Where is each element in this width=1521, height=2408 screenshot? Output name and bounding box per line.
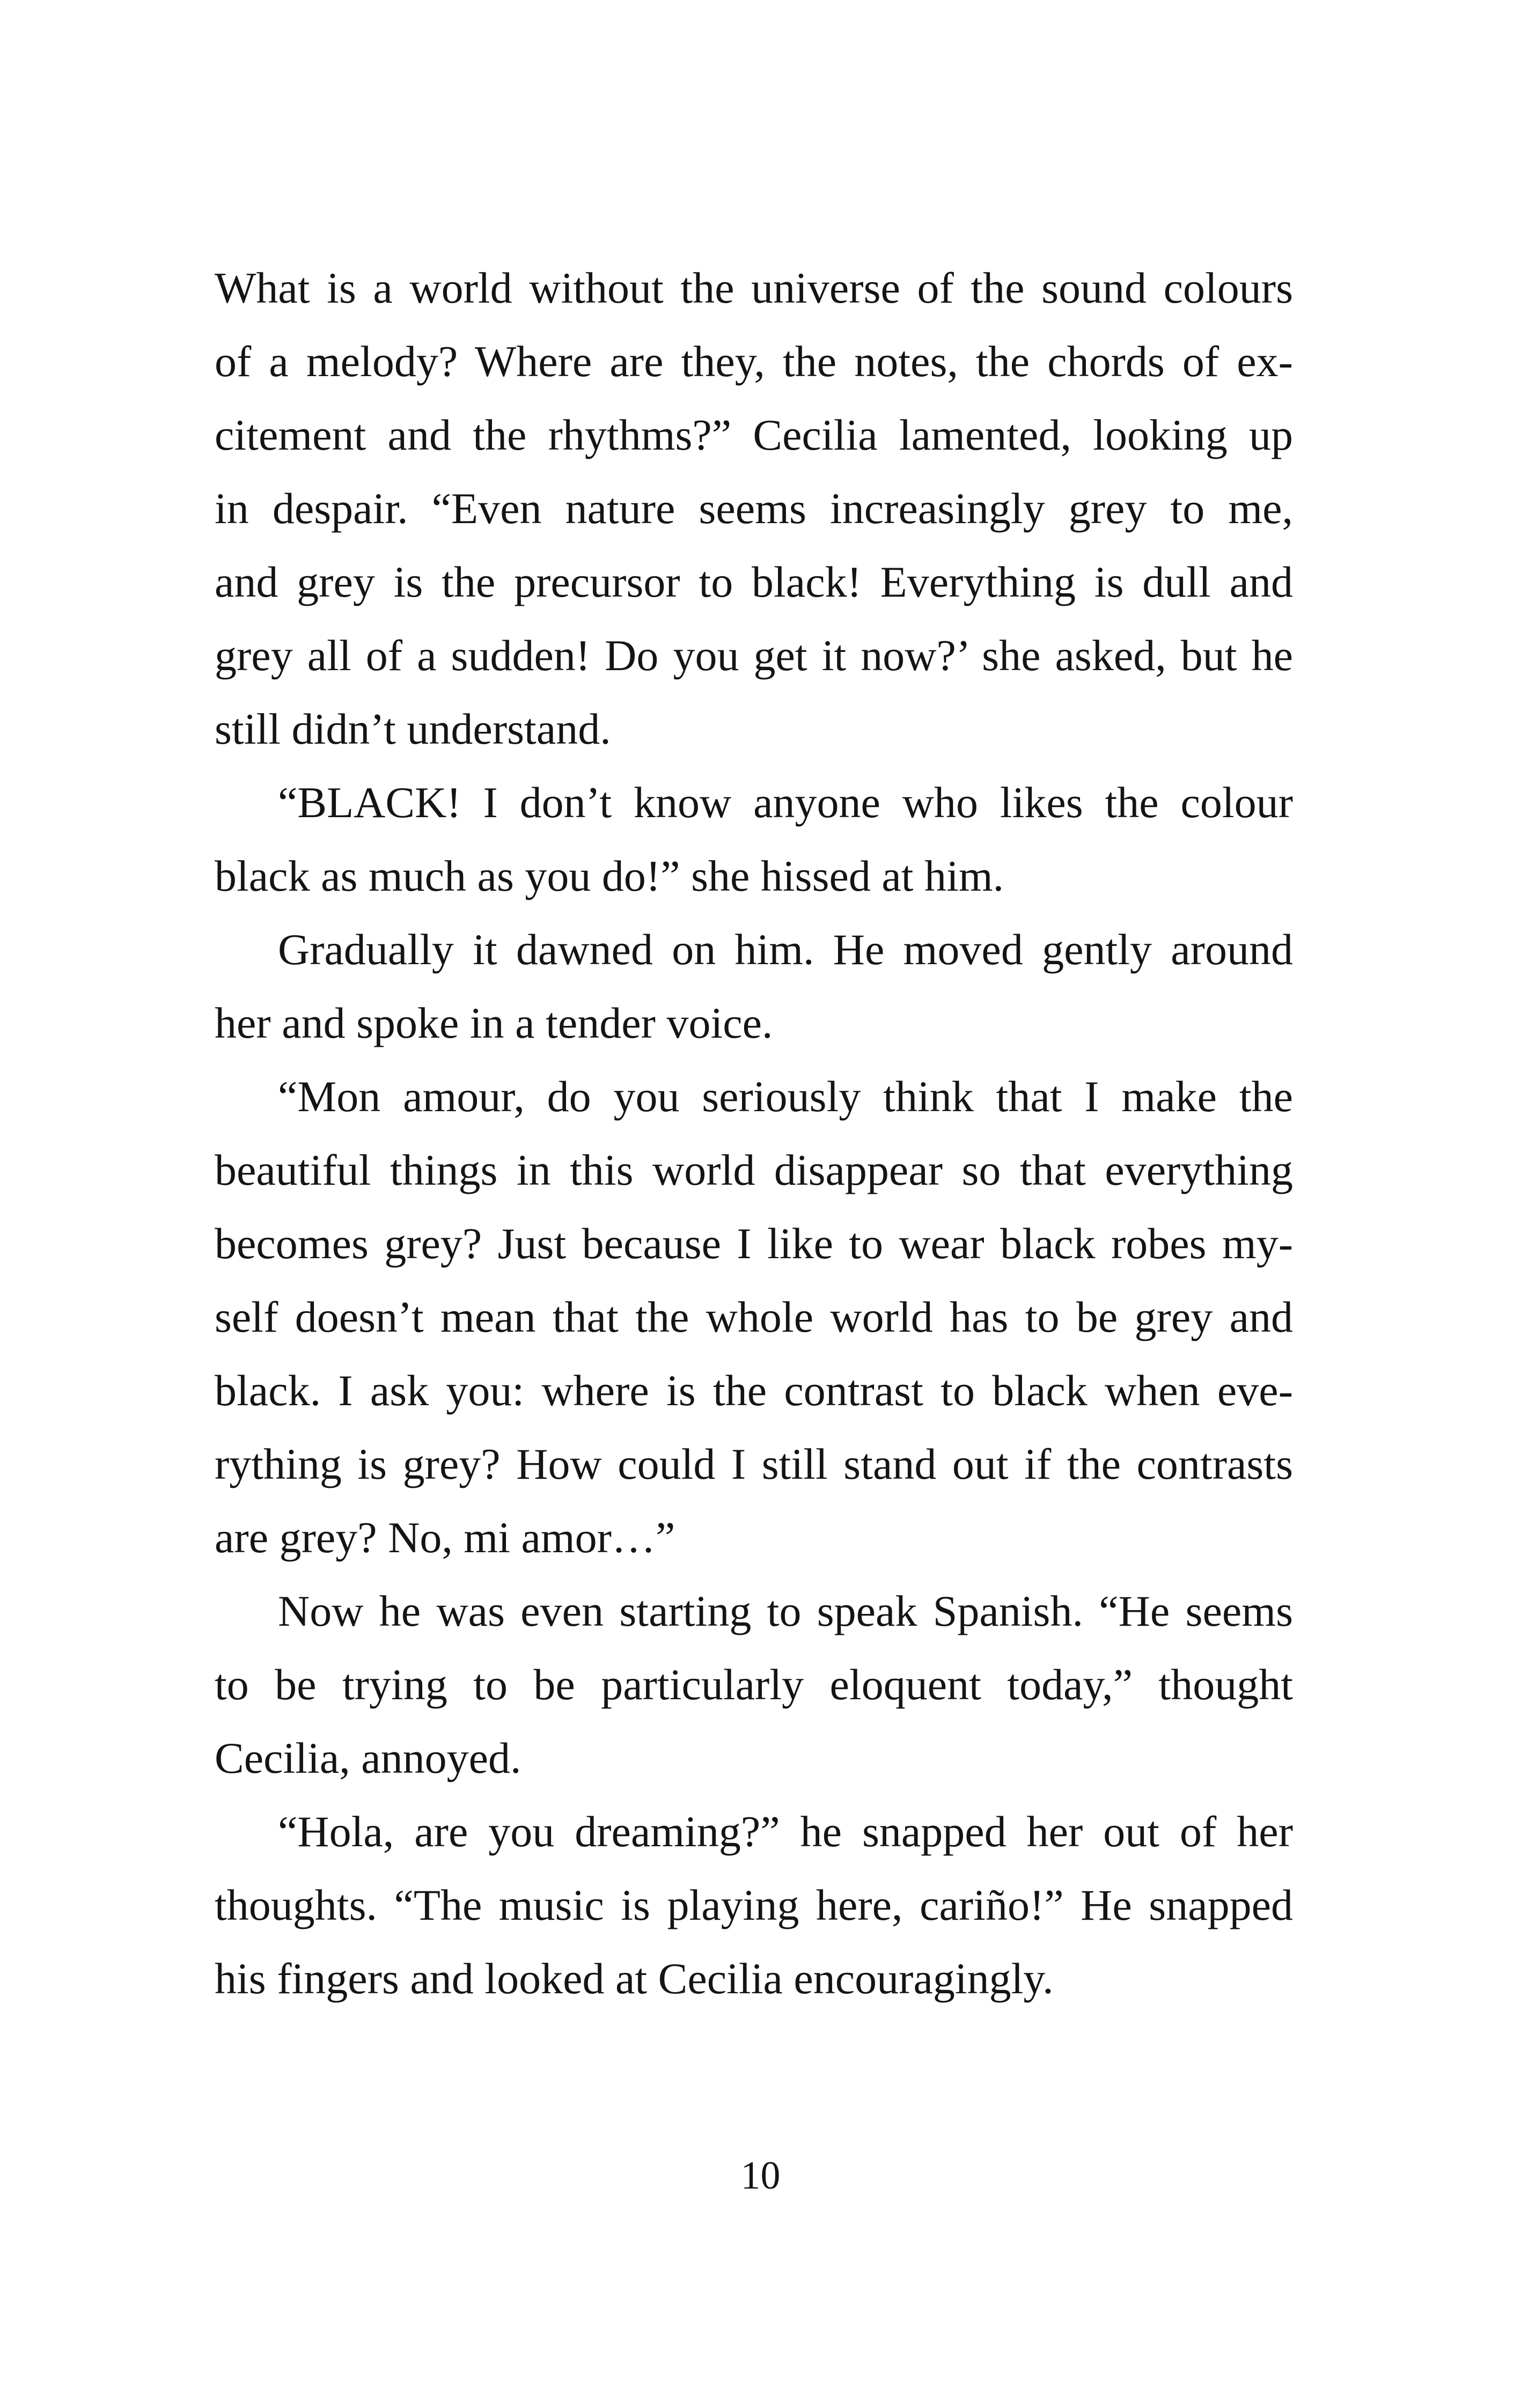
text-line: “BLACK! I don’t know anyone who likes the colour <box>278 778 1293 827</box>
text-line: Now he was even starting to speak Spanish. “He seems <box>278 1587 1293 1635</box>
text-line: still didn’t understand. <box>215 704 611 753</box>
text-line: “Mon amour, do you seriously think that I make the <box>278 1072 1293 1121</box>
page-number: 10 <box>740 2154 781 2198</box>
text-line: beautiful things in this world disappear so that everything <box>215 1146 1293 1194</box>
text-line: rything is grey? How could I still stand out if the contrasts <box>215 1440 1293 1488</box>
text-line: “Hola, are you dreaming?” he snapped her out of her <box>278 1807 1293 1856</box>
text-line: Cecilia, annoyed. <box>215 1734 521 1782</box>
text-line: thoughts. “The music is playing here, cariño!” He snapped <box>215 1881 1293 1929</box>
body-text <box>215 251 1293 2015</box>
text-line: becomes grey? Just because I like to wear black robes my- <box>215 1219 1293 1268</box>
text-line: his fingers and looked at Cecilia encouragingly. <box>215 1954 1054 2003</box>
text-line: grey all of a sudden! Do you get it now?’ she asked, but he <box>215 631 1293 680</box>
text-line: her and spoke in a tender voice. <box>215 999 773 1047</box>
text-line: in despair. “Even nature seems increasingly grey to me, <box>215 484 1293 533</box>
text-line: black as much as you do!” she hissed at him. <box>215 851 1004 900</box>
text-line: What is a world without the universe of the sound colours <box>215 263 1293 312</box>
text-line: citement and the rhythms?” Cecilia lamented, looking up <box>215 410 1293 459</box>
text-line: self doesn’t mean that the whole world has to be grey and <box>215 1293 1293 1341</box>
text-line: black. I ask you: where is the contrast to black when eve- <box>215 1366 1293 1415</box>
text-line: of a melody? Where are they, the notes, the chords of ex- <box>215 337 1293 386</box>
text-line: Gradually it dawned on him. He moved gently around <box>278 925 1293 974</box>
text-line: and grey is the precursor to black! Everything is dull and <box>215 557 1293 606</box>
text-line: to be trying to be particularly eloquent today,” thought <box>215 1660 1293 1709</box>
text-line: are grey? No, mi amor…” <box>215 1513 675 1562</box>
